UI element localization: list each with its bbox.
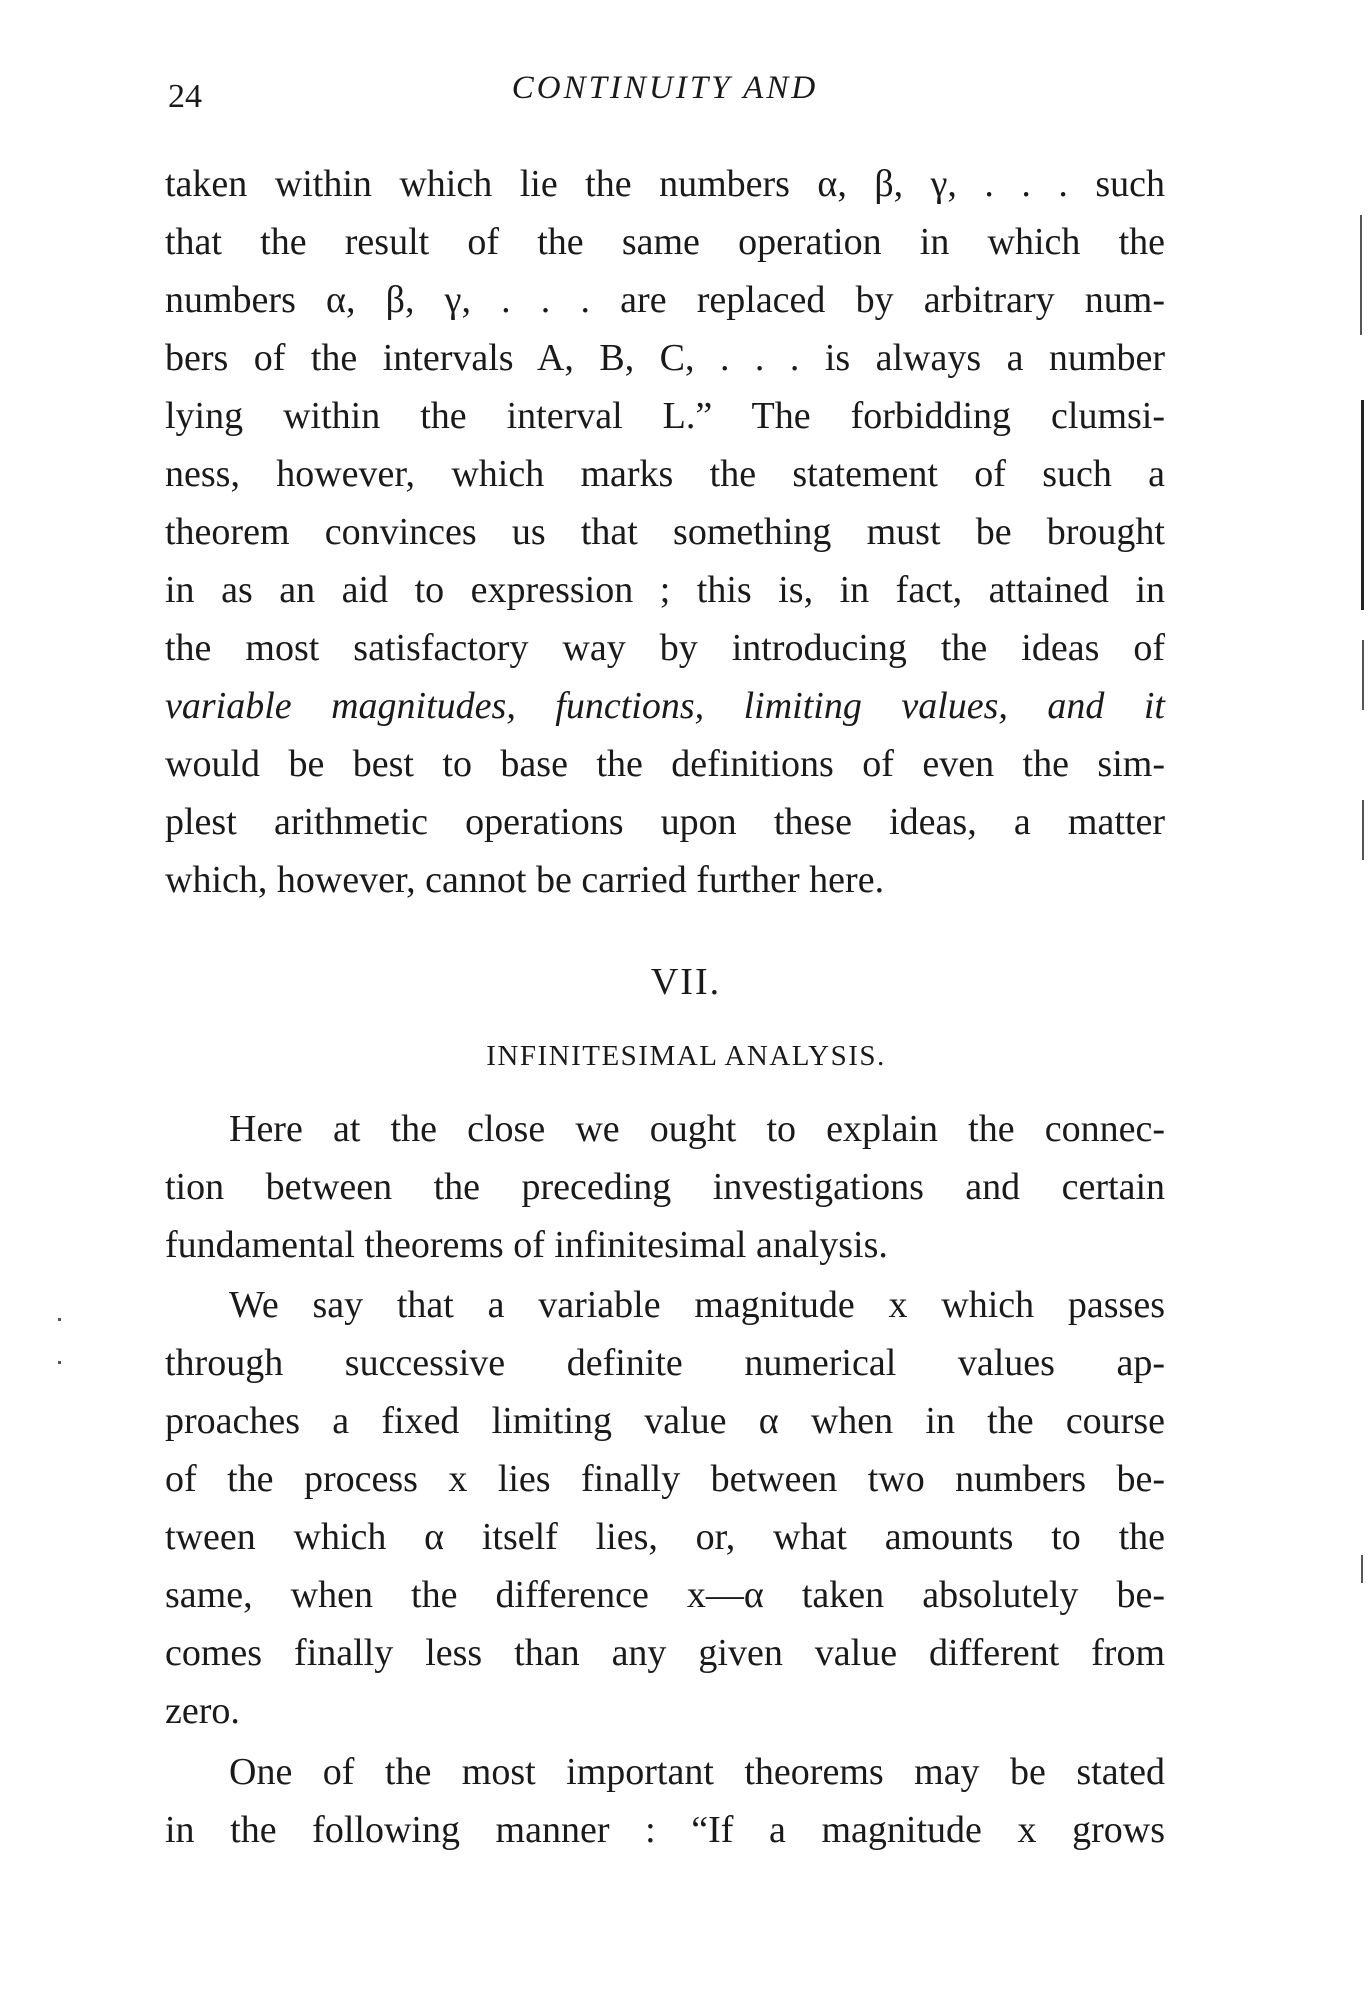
scan-mark [58,1318,61,1321]
section-number: VII. [650,961,722,1003]
text-line: theorem convinces us that something must be brought [165,511,1165,553]
text-line: plest arithmetic operations upon these ideas, a matter [165,801,1165,843]
text-line: bers of the intervals A, B, C, . . . is always a number [165,337,1165,379]
text-line: comes finally less than any given value different from [165,1632,1165,1674]
running-head [160,64,1170,124]
text-line: taken within which lie the numbers α, β, γ, . . . such [165,163,1165,205]
running-title: CONTINUITY AND [511,70,819,106]
text-line: which, however, cannot be carried further here. [165,859,885,901]
text-line: ness, however, which marks the statement of such a [165,453,1165,495]
scan-mark [1361,400,1364,610]
text-line: numbers α, β, γ, . . . are replaced by arbitrary num- [165,279,1165,321]
text-line: the most satisfactory way by introducing the ideas of [165,627,1165,669]
text-line: would be best to base the definitions of even the sim- [165,743,1165,785]
page-number: 24 [168,78,202,115]
text-line: through successive definite numerical values ap- [165,1342,1165,1384]
text-line: that the result of the same operation in which the [165,221,1165,263]
scan-mark [1360,215,1362,335]
scan-mark [58,1361,61,1364]
text-line: of the process x lies finally between two numbers be- [165,1458,1165,1500]
text-line-italic: variable magnitudes, functions, limiting values, and it [165,685,1165,727]
text-line: We say that a variable magnitude x which passes [229,1284,1165,1326]
text-line: zero. [165,1690,240,1732]
text-line: in the following manner : “If a magnitude x grows [165,1809,1165,1851]
text-line: Here at the close we ought to explain the connec- [229,1108,1165,1150]
text-line: proaches a fixed limiting value α when in the course [165,1400,1165,1442]
scan-mark [1362,800,1364,860]
text-line: lying within the interval L.” The forbidding clumsi- [165,395,1165,437]
text-line: in as an aid to expression ; this is, in fact, attained in [165,569,1165,611]
paragraph-2 [165,1100,1165,1274]
text-line: One of the most important theorems may be stated [229,1751,1165,1793]
section-title: INFINITESIMAL ANALYSIS. [486,1040,886,1072]
text-line: tion between the preceding investigations and certain [165,1166,1165,1208]
scan-mark [1361,1555,1363,1583]
paragraph-4 [165,1743,1165,1859]
scan-mark [1362,640,1364,710]
paragraph-3 [165,1276,1165,1740]
text-line: tween which α itself lies, or, what amounts to the [165,1516,1165,1558]
text-line: fundamental theorems of infinitesimal analysis. [165,1224,888,1266]
text-line: same, when the difference x—α taken absolutely be- [165,1574,1165,1616]
paragraph-1 [165,155,1165,909]
